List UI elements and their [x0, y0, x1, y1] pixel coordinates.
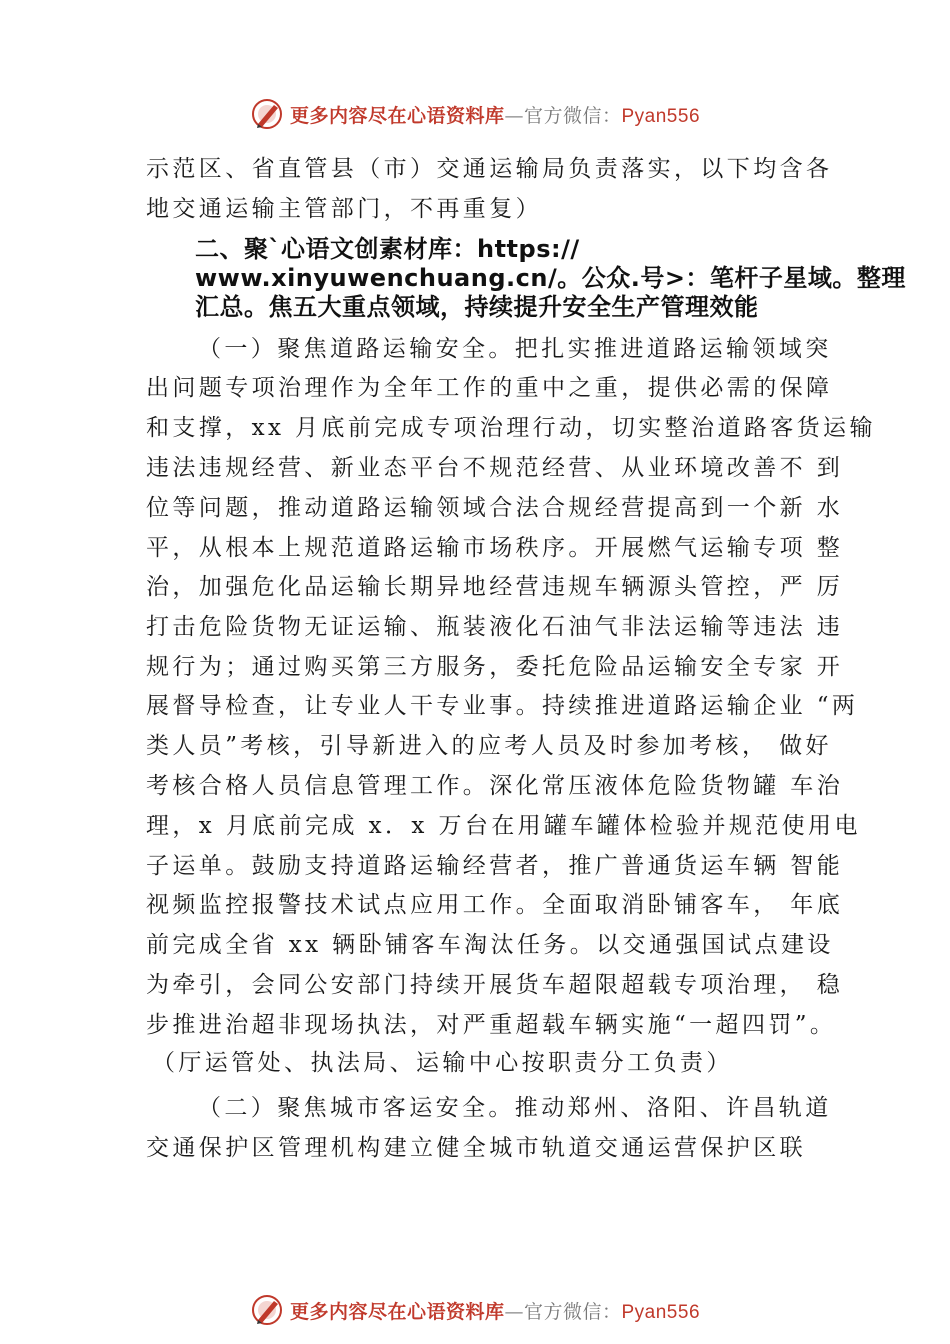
paragraph-line: 交通保护区管理机构建立健全城市轨道交通运营保护区联: [146, 1135, 806, 1161]
paragraph-line: （一）聚焦道路运输安全。把扎实推进道路运输领域突: [198, 336, 832, 362]
banner-label: 官方微信：: [523, 104, 622, 127]
intro-line: 示范区、省直管县（市）交通运输局负责落实，以下均含各: [146, 156, 833, 182]
section-heading-line: 二、聚`心语文创素材库：https://: [195, 235, 580, 263]
paragraph-line: 治，加强危化品运输长期异地经营违规车辆源头管控，严 厉: [146, 574, 844, 600]
paragraph-line: 和支撑，xx 月底前完成专项治理行动，切实整治道路客货运输: [146, 415, 876, 441]
watermark-banner-top: [0, 94, 950, 134]
paragraph-line: （二）聚焦城市客运安全。推动郑州、洛阳、许昌轨道: [198, 1095, 832, 1121]
paragraph-line: 为牵引，会同公安部门持续开展货车超限超载专项治理， 稳: [146, 972, 844, 998]
section-heading-line: www.xinyuwenchuang.cn/。公众.号>：笔杆子星域。整理: [195, 264, 906, 292]
banner-wechat-id: Pyan556: [621, 1301, 701, 1323]
paragraph-line: 打击危险货物无证运输、瓶装液化石油气非法运输等违法 违: [146, 614, 844, 640]
paragraph-line: 步推进治超非现场执法，对严重超载车辆实施“一超四罚”。: [146, 1012, 837, 1038]
paragraph-line: 展督导检查，让专业人干专业事。持续推进道路运输企业 “两: [146, 693, 859, 719]
paragraph-line: 位等问题，推动道路运输领域合法合规经营提高到一个新 水: [146, 495, 844, 521]
watermark-banner-bottom: [0, 1290, 950, 1330]
intro-line: 地交通运输主管部门，不再重复）: [146, 196, 542, 222]
paragraph-line: （厅运管处、执法局、运输中心按职责分工负责）: [152, 1050, 733, 1076]
banner-dash: —: [504, 1300, 524, 1323]
section-heading-line: 汇总。焦五大重点领域，持续提升安全生产管理效能: [195, 293, 759, 321]
banner-wechat-id: Pyan556: [621, 105, 701, 127]
banner-label: 官方微信：: [523, 1300, 622, 1323]
pen-logo-icon: [250, 1293, 284, 1327]
paragraph-line: 理，x 月底前完成 x．x 万台在用罐车罐体检验并规范使用电: [146, 813, 861, 839]
paragraph-line: 规行为；通过购买第三方服务，委托危险品运输安全专家 开: [146, 654, 844, 680]
banner-main-text: 更多内容尽在心语资料库: [289, 104, 505, 127]
paragraph-line: 考核合格人员信息管理工作。深化常压液体危险货物罐 车治: [146, 773, 844, 799]
paragraph-line: 出问题专项治理作为全年工作的重中之重，提供必需的保障: [146, 375, 833, 401]
banner-main-text: 更多内容尽在心语资料库: [289, 1300, 505, 1323]
paragraph-line: 平，从根本上规范道路运输市场秩序。开展燃气运输专项 整: [146, 535, 844, 561]
paragraph-line: 前完成全省 xx 辆卧铺客车淘汰任务。以交通强国试点建设: [146, 932, 834, 958]
paragraph-line: 类人员”考核，引导新进入的应考人员及时参加考核， 做好: [146, 733, 832, 759]
paragraph-line: 子运单。鼓励支持道路运输经营者，推广普通货运车辆 智能: [146, 853, 844, 879]
pen-logo-icon: [250, 97, 284, 131]
banner-dash: —: [504, 104, 524, 127]
paragraph-line: 违法违规经营、新业态平台不规范经营、从业环境改善不 到: [146, 455, 844, 481]
paragraph-line: 视频监控报警技术试点应用工作。全面取消卧铺客车， 年底: [146, 892, 844, 918]
